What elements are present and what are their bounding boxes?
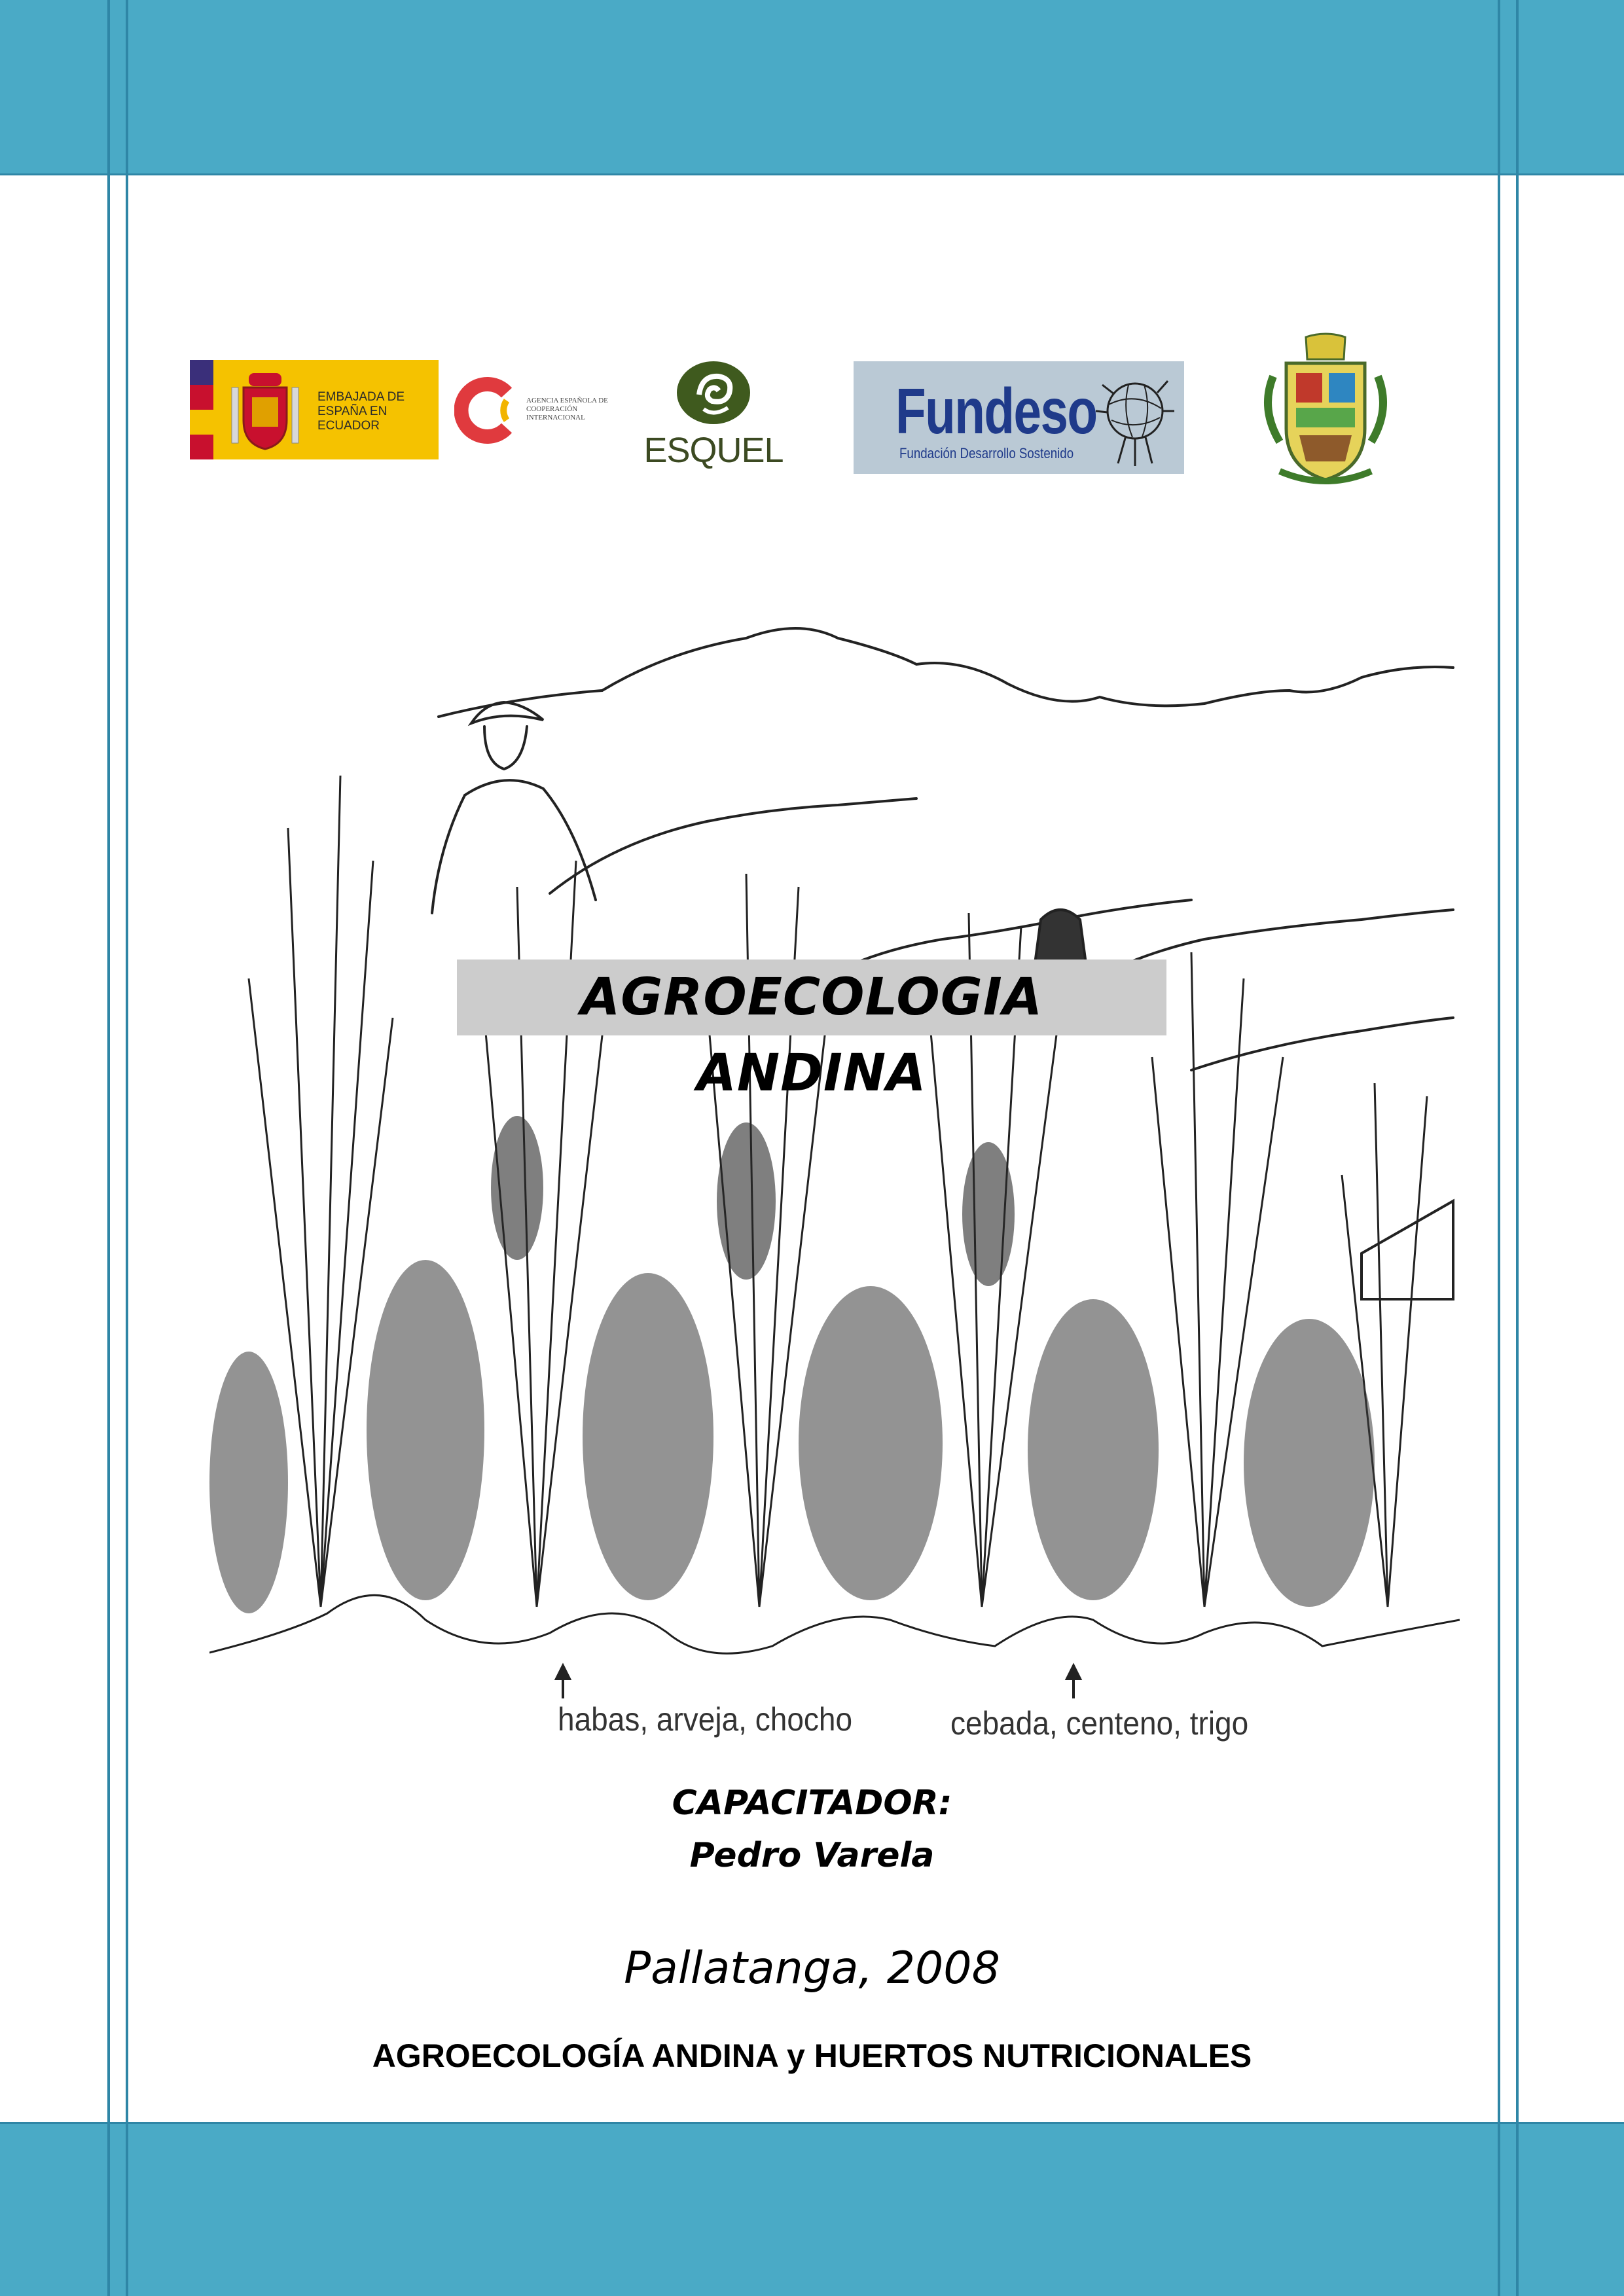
embajada-text: EMBAJADA DE ESPAÑA EN ECUADOR — [317, 390, 405, 433]
right-bottom-band — [1517, 2123, 1624, 2296]
esquel-text: ESQUEL — [643, 431, 784, 470]
globe-drawing-icon — [1089, 365, 1181, 470]
top-band — [0, 0, 1624, 173]
capacitador-name: Pedro Varela — [689, 1836, 935, 1875]
aecid-c-icon — [454, 374, 520, 446]
municipal-shield-icon — [1260, 331, 1391, 491]
flag-stripes — [190, 360, 213, 459]
bottom-band — [0, 2123, 1624, 2296]
left-top-band — [0, 0, 108, 173]
crop-label-legumes: habas, arveja, chocho — [558, 1701, 853, 1738]
right-top-band — [1517, 0, 1624, 173]
fundeso-subtitle: Fundación Desarrollo Sostenido — [899, 445, 1074, 461]
aecid-text: AGENCIA ESPAÑOLA DE COOPERACIÓN INTERNACIONAL — [526, 397, 608, 422]
embajada-espana-logo — [190, 360, 439, 459]
pallatanga-coat-of-arms — [1260, 331, 1391, 491]
esquel-logo — [641, 357, 785, 468]
main-title: AGROECOLOGIA ANDINA — [580, 968, 1043, 1103]
frame-line-top — [0, 173, 1624, 175]
fundeso-logo — [854, 361, 1184, 474]
left-bottom-band — [0, 2123, 108, 2296]
esquel-swirl-icon — [641, 357, 785, 429]
fundeso-name: Fundeso — [895, 375, 1097, 447]
coat-of-arms-icon — [229, 368, 301, 452]
document-subtitle: AGROECOLOGÍA ANDINA y HUERTOS NUTRICIONALES — [372, 2037, 1252, 2074]
main-title-box — [457, 960, 1166, 1103]
aecid-logo — [454, 374, 618, 446]
crop-label-cereals: cebada, centeno, trigo — [950, 1705, 1249, 1742]
frame-line-bottom — [0, 2122, 1624, 2124]
andean-agriculture-illustration — [209, 612, 1460, 1784]
capacitador-label: CAPACITADOR: — [672, 1784, 952, 1823]
place-and-year: Pallatanga, 2008 — [624, 1943, 1000, 1994]
